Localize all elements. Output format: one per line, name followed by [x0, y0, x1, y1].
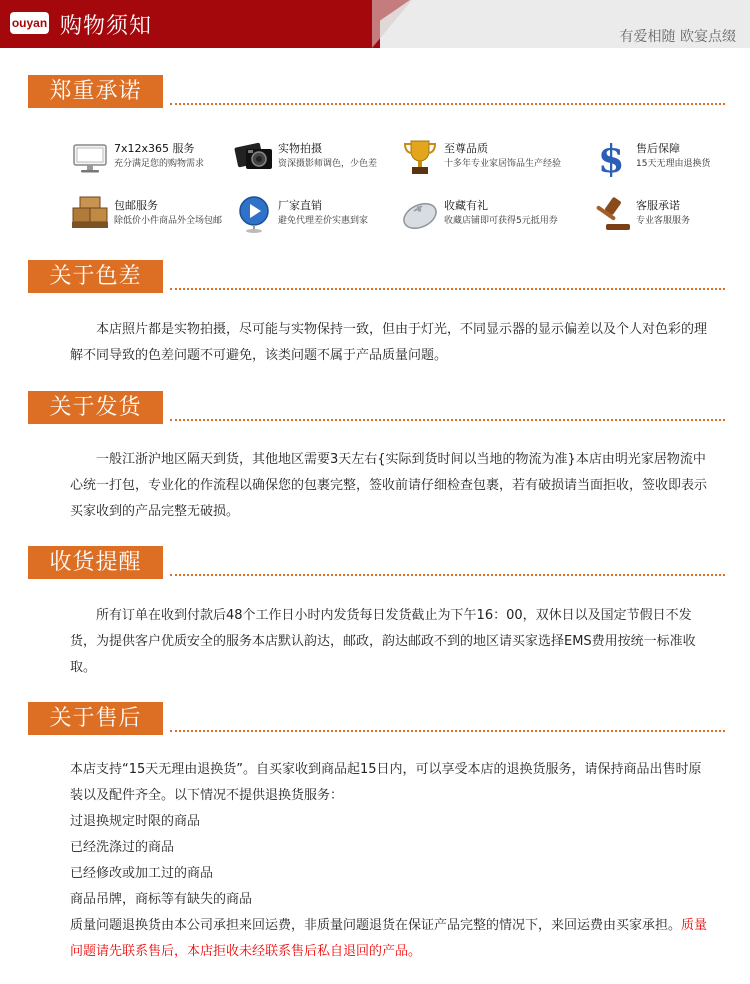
feature-quality	[400, 137, 570, 183]
section-title-aftersale: 关于售后	[28, 702, 163, 735]
section-title-color: 关于色差	[28, 260, 163, 293]
svg-text:$: $	[598, 137, 625, 177]
section-title-shipping: 关于发货	[28, 391, 163, 424]
feature-shipping	[70, 194, 240, 240]
aftersale-item: 已经修改或加工过的商品	[70, 866, 214, 881]
feature-title: 售后保障	[636, 142, 680, 155]
feature-desc: 十多年专业家居饰品生产经验	[444, 159, 562, 169]
divider-dots	[170, 574, 725, 576]
page-title: 购物须知	[60, 14, 153, 39]
divider-dots	[170, 103, 725, 105]
camera-icon	[234, 137, 274, 177]
feature-title: 包邮服务	[114, 199, 158, 212]
shipping-paragraph: 一般江浙沪地区隔天到货，其他地区需要3天左右{实际到货时间以当地的物流为准}本店由明光家居物流中心统一打包，专业化的作流程以确保您的包裹完整，签收前请仔细检查包裹，若有破损请当面拒收，签收即表示买家收到的产品完整无破损。	[70, 452, 708, 519]
section-title-receipt: 收货提醒	[28, 546, 163, 579]
dollar-icon	[592, 137, 632, 177]
feature-desc: 专业客服服务	[636, 216, 691, 226]
feature-desc: 除低价小件商品外全场包邮	[114, 216, 223, 226]
feature-title: 客服承诺	[636, 199, 680, 212]
boxes-icon	[70, 194, 110, 234]
trophy-icon	[400, 137, 440, 177]
play-icon	[234, 194, 274, 234]
feature-factory	[234, 194, 404, 240]
section-title-promise: 郑重承诺	[28, 75, 163, 108]
feature-desc: 避免代理差价实惠到家	[278, 216, 369, 226]
aftersale-warning: 质量问题请先联系售后，本店拒收未经联系售后私自退回的产品。	[70, 918, 708, 959]
feature-desc: 收藏店铺即可获得5元抵用券	[444, 216, 558, 226]
feature-favorite	[400, 194, 570, 240]
aftersale-item: 过退换规定时限的商品	[70, 814, 201, 829]
feature-title: 厂家直销	[278, 199, 322, 212]
divider-dots	[170, 288, 725, 290]
color-paragraph: 本店照片都是实物拍摄，尽可能与实物保持一致，但由于灯光，不同显示器的显示偏差以及个人对色彩的理解不同导致的色差问题不可避免，该类问题不属于产品质量问题。	[70, 322, 708, 363]
feature-desc: 资深摄影师调色，少色差	[278, 159, 378, 169]
gavel-icon	[592, 194, 632, 234]
feature-title: 至尊品质	[444, 142, 488, 155]
feature-desc: 充分满足您的购物需求	[114, 159, 205, 169]
brand-logo[interactable]: ouyan	[10, 12, 49, 34]
divider-dots	[170, 730, 725, 732]
divider-dots	[170, 419, 725, 421]
mouse-icon	[400, 194, 440, 234]
slogan: 有爱相随 欧宴点缀	[619, 29, 736, 45]
aftersale-shipping-cost: 质量问题退换货由本公司承担来回运费，非质量问题退货在保证产品完整的情况下，来回运费由买家承担。	[70, 918, 682, 933]
feature-title: 收藏有礼	[444, 199, 488, 212]
monitor-icon	[70, 137, 110, 177]
feature-title: 实物拍摄	[278, 142, 322, 155]
feature-desc: 15天无理由退换货	[636, 159, 711, 169]
aftersale-item: 商品吊牌，商标等有缺失的商品	[70, 892, 253, 907]
aftersale-intro: 本店支持“15天无理由退换货”。自买家收到商品起15日内，可以享受本店的退换货服务，请保持商品出售时原装以及配件齐全。以下情况不提供退换货服务：	[70, 762, 702, 803]
feature-title: 7x12x365 服务	[114, 142, 195, 155]
aftersale-paragraph	[70, 757, 710, 965]
header-bar	[0, 0, 750, 48]
feature-service	[70, 137, 240, 183]
receipt-paragraph: 所有订单在收到付款后48个工作日小时内发货每日发货截止为下午16：00，双休日以及国定节假日不发货，为提供客户优质安全的服务本店默认韵达，邮政，韵达邮政不到的地区请买家选择EMS费用按统一标准收取。	[70, 608, 696, 675]
aftersale-item: 已经洗涤过的商品	[70, 840, 175, 855]
feature-photo	[234, 137, 404, 183]
feature-aftersale	[592, 137, 750, 183]
feature-customer-service	[592, 194, 750, 240]
